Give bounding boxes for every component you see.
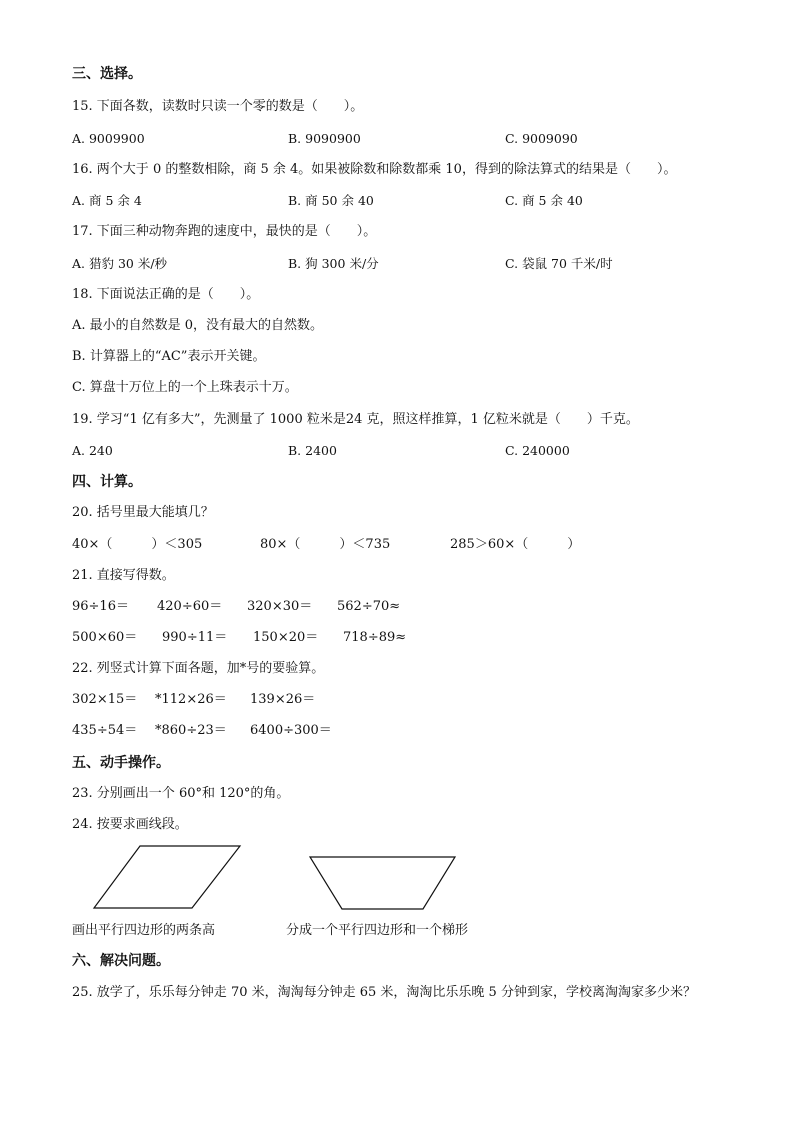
trapezoid-figure [305, 852, 465, 914]
q24-caption-2: 分成一个平行四边形和一个梯形 [286, 923, 469, 938]
q21-r1-c3: 320×30＝ [247, 599, 313, 614]
q22-r1-c2: *112×26＝ [155, 692, 227, 707]
q15-option-a: A. 9009900 [72, 131, 145, 146]
q16-option-b: B. 商 50 余 40 [288, 193, 374, 208]
q22-r2-c3: 6400÷300＝ [250, 723, 332, 738]
q22-r1-c1: 302×15＝ [72, 692, 138, 707]
q19-option-a: A. 240 [72, 443, 113, 458]
q17-option-a: A. 猎豹 30 米/秒 [72, 256, 168, 271]
section-4-heading: 四、计算。 [72, 474, 142, 490]
q19-option-b: B. 2400 [288, 443, 337, 458]
q21-r2-c1: 500×60＝ [72, 630, 138, 645]
question-18: 18. 下面说法正确的是（ ）。 [72, 287, 260, 302]
q24-caption-1: 画出平行四边形的两条高 [72, 923, 216, 938]
q18-option-b: B. 计算器上的“AC”表示开关键。 [72, 349, 266, 364]
q17-option-c: C. 袋鼠 70 千米/时 [505, 256, 613, 271]
q21-r2-c4: 718÷89≈ [343, 630, 407, 645]
q21-r2-c2: 990÷11＝ [162, 630, 228, 645]
q20-item-3: 285＞60×（ ） [450, 537, 581, 552]
q21-r1-c1: 96÷16＝ [72, 599, 129, 614]
question-25: 25. 放学了，乐乐每分钟走 70 米，淘淘每分钟走 65 米，淘淘比乐乐晚 5 分钟到家，学校离淘淘家多少米？ [72, 985, 696, 1000]
section-3-heading: 三、选择。 [72, 66, 142, 82]
question-23: 23. 分别画出一个 60°和 120°的角。 [72, 786, 290, 801]
q22-r2-c2: *860÷23＝ [155, 723, 227, 738]
question-22: 22. 列竖式计算下面各题，加*号的要验算。 [72, 661, 325, 676]
question-17: 17. 下面三种动物奔跑的速度中，最快的是（ ）。 [72, 224, 377, 239]
q21-r2-c3: 150×20＝ [253, 630, 319, 645]
question-19: 19. 学习“1 亿有多大”，先测量了 1000 粒米是24 克，照这样推算，1 亿粒米就是（ ）千克。 [72, 412, 639, 427]
question-16: 16. 两个大于 0 的整数相除，商 5 余 4。如果被除数和除数都乘 10，得到的除法算式的结果是（ ）。 [72, 162, 677, 177]
q15-option-c: C. 9009090 [505, 131, 578, 146]
question-20: 20. 括号里最大能填几？ [72, 505, 214, 520]
q20-item-1: 40×（ ）＜305 [72, 537, 203, 552]
section-6-heading: 六、解决问题。 [72, 953, 170, 969]
q20-item-2: 80×（ ）＜735 [260, 537, 391, 552]
q22-r2-c1: 435÷54＝ [72, 723, 138, 738]
q21-r1-c2: 420÷60＝ [157, 599, 223, 614]
section-5-heading: 五、动手操作。 [72, 755, 170, 771]
q17-option-b: B. 狗 300 米/分 [288, 256, 379, 271]
q18-option-a: A. 最小的自然数是 0，没有最大的自然数。 [72, 318, 324, 333]
q15-option-b: B. 9090900 [288, 131, 361, 146]
q16-option-a: A. 商 5 余 4 [72, 193, 142, 208]
question-24: 24. 按要求画线段。 [72, 817, 188, 832]
q21-r1-c4: 562÷70≈ [337, 599, 401, 614]
q16-option-c: C. 商 5 余 40 [505, 193, 583, 208]
parallelogram-figure [90, 842, 250, 912]
q22-r1-c3: 139×26＝ [250, 692, 316, 707]
question-15: 15. 下面各数，读数时只读一个零的数是（ ）。 [72, 99, 364, 114]
q19-option-c: C. 240000 [505, 443, 570, 458]
question-21: 21. 直接写得数。 [72, 568, 175, 583]
q18-option-c: C. 算盘十万位上的一个上珠表示十万。 [72, 380, 298, 395]
